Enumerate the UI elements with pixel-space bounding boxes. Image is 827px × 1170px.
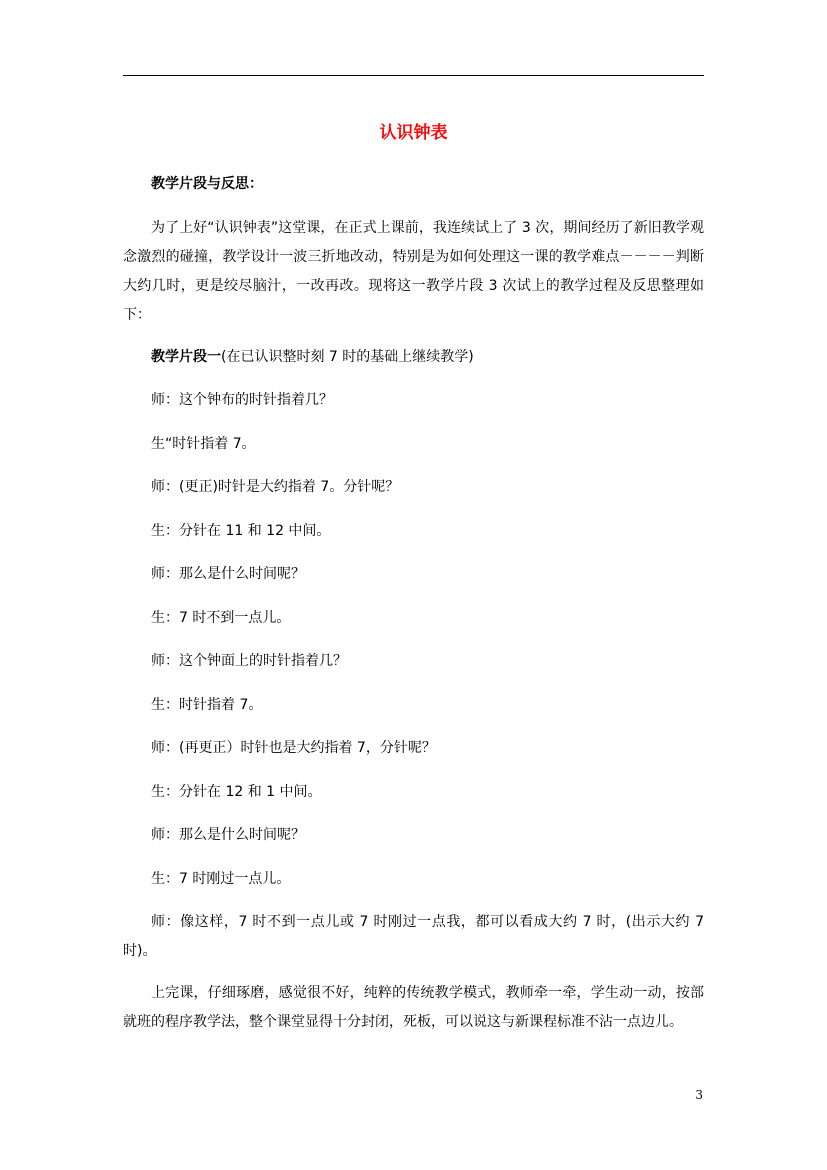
document-body [123,170,704,1037]
dialogue-line: 师：(更正)时针是大约指着 7。分针呢？ [151,479,400,495]
dialogue-line: 生“时针指着 7。 [151,435,256,452]
page-number: 3 [695,1088,703,1102]
dialogue-line: 生：分针在 11 和 12 中间。 [151,522,331,539]
segment-label: 教学片段一 [151,348,221,365]
document-title: 认识钟表 [379,123,448,143]
dialogue-line: 生：7 时不到一点儿。 [151,609,291,626]
segment-heading [123,343,704,372]
dialogue-line: 师：这个钟面上的时针指着几？ [151,653,347,669]
dialogue-line: 师：这个钟布的时针指着几？ [151,392,333,408]
dialogue-line: 师：那么是什么时间呢？ [151,827,305,843]
dialogue-line: 师：像这样，7 时不到一点儿或 7 时刚过一点我，都可以看成大约 7 时，(出示大约 7 时)。 [123,914,704,959]
segment-note: (在已认识整时刻 7 时的基础上继续教学) [221,348,474,365]
section-heading: 教学片段与反思： [151,176,263,192]
dialogue-line: 生：时针指着 7。 [151,696,263,713]
intro-paragraph: 为了上好“认识钟表”这堂课，在正式上课前，我连续试上了 3 次，期间经历了新旧教学观念激烈的碰撞，教学设计一波三折地改动，特别是为如何处理这一课的教学难点－－－－判断大约几时，更是绞尽脑汁，一改再改。现将这一教学片段 3 次试上的教学过程及反思整理如下： [123,219,704,323]
dialogue-line: 师：(再更正）时针也是大约指着 7，分针呢？ [151,740,436,756]
dialogue-line: 生：7 时刚过一点儿。 [151,870,291,887]
header-rule [123,75,704,76]
reflection-paragraph: 上完课，仔细琢磨，感觉很不好，纯粹的传统教学模式，教师牵一牵，学生动一动，按部就班的程序教学法，整个课堂显得十分封闭，死板，可以说这与新课程标准不沾一点边儿。 [123,985,704,1030]
dialogue-line: 生：分针在 12 和 1 中间。 [151,783,322,800]
dialogue-line: 师：那么是什么时间呢？ [151,566,305,582]
